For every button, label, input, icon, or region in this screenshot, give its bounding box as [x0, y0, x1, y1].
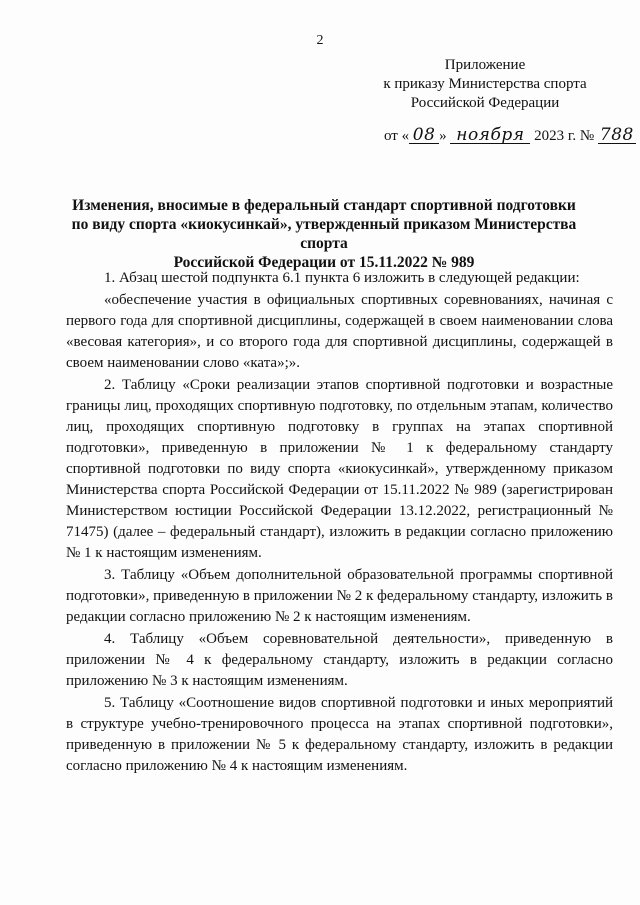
appendix-line-3: Российской Федерации	[410, 95, 560, 111]
page-number: 2	[316, 33, 324, 48]
order-month-handwritten: ноября	[450, 127, 530, 144]
order-mid: »	[439, 128, 447, 144]
order-year: 2023 г. №	[534, 128, 595, 144]
appendix-line-2: к приказу Министерства спорта	[383, 76, 587, 92]
paragraph-2: 2. Таблицу «Сроки реализации этапов спортивной подготовки и возрастные границы лиц, проходящих спортивную подготовку, по отдельным этапам, количество лиц, проходящих спортивную подготовку в группах на этапах спортивной подготовки», приведенную в приложении № 1 к федеральному стандарту спортивной подготовки по виду спорта «киокусинкай», утвержденному приказом Министерства спорта Российской Федерации от 15.11.2022 № 989 (зарегистрирован Министерством юстиции Российской Федерации 13.12.2022, регистрационный № 71475) (далее – федеральный стандарт), изложить в редакции согласно приложению № 1 к настоящим изменениям.	[66, 377, 613, 561]
paragraph-1: 1. Абзац шестой подпункта 6.1 пункта 6 изложить в следующей редакции:	[104, 270, 580, 286]
paragraph-1-quote: «обеспечение участия в официальных спортивных соревнованиях, начиная с первого года для спортивной дисциплины, содержащей в своем наименовании слова «весовая категория», и со второго года для спортивной дисциплины, содержащей в своем наименовании слово «ката»;».	[66, 292, 613, 371]
document-title	[66, 196, 582, 272]
title-line-1: Изменения, вносимые в федеральный стандарт спортивной подготовки	[72, 197, 576, 214]
document-body	[66, 268, 613, 778]
order-day-handwritten: 08	[409, 127, 439, 144]
appendix-line-1: Приложение	[444, 57, 526, 73]
order-date-line	[384, 125, 634, 147]
title-line-2: по виду спорта «киокусинкай», утвержденный приказом Министерства спорта	[71, 216, 577, 252]
paragraph-4: 4. Таблицу «Объем соревновательной деятельности», приведенную в приложении № 4 к федеральному стандарту, изложить в редакции согласно приложению № 3 к настоящим изменениям.	[66, 631, 613, 689]
paragraph-3: 3. Таблицу «Объем дополнительной образовательной программы спортивной подготовки», приведенную в приложении № 2 к федеральному стандарту, изложить в редакции согласно приложению № 2 к настоящим изменениям.	[66, 567, 613, 625]
order-number-handwritten: 788	[598, 127, 636, 144]
paragraph-5: 5. Таблицу «Соотношение видов спортивной подготовки и иных мероприятий в структуре учебно-тренировочного процесса на этапах спортивной подготовки», приведенную в приложении № 5 к федеральному стандарту, изложить в редакции согласно приложению № 4 к настоящим изменениям.	[66, 695, 613, 774]
title-line-3: Российской Федерации от 15.11.2022 № 989	[173, 254, 475, 271]
order-prefix: от «	[384, 128, 410, 144]
appendix-header	[360, 56, 610, 113]
